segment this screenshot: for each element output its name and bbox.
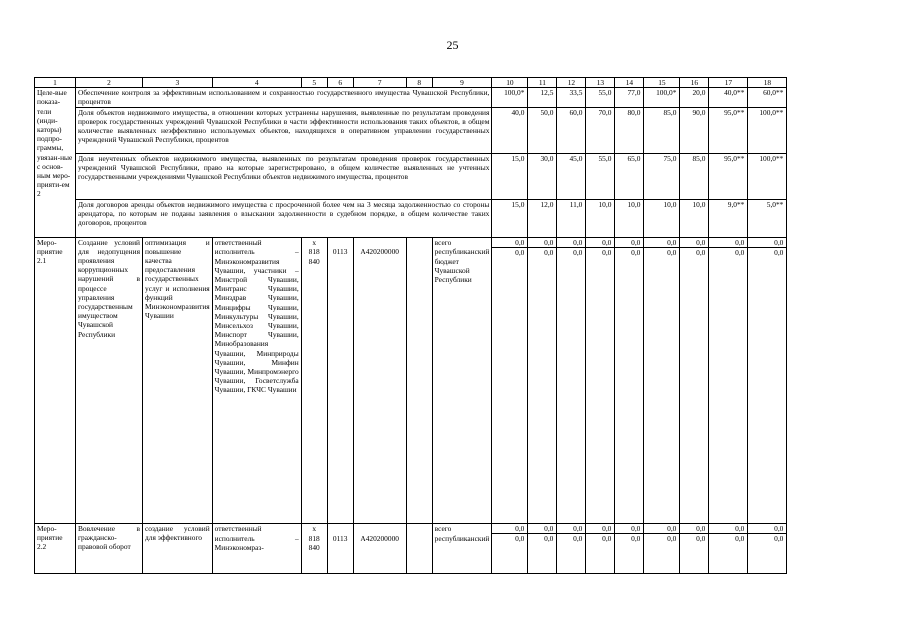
event-row	[35, 237, 787, 247]
targets-label: Целе-вые показа-тели (инди-каторы) подпро-граммы, увязан-ные с основ-ным меро-прияти-ем 2	[35, 88, 76, 237]
event-vr	[406, 237, 432, 247]
indicator-value: 50,0	[528, 107, 557, 153]
indicator-value: 40,0	[492, 107, 528, 153]
event-value: 0,0	[615, 523, 644, 533]
indicator-value: 85,0	[644, 107, 680, 153]
event-source: республиканский	[432, 534, 492, 574]
event-responsible: ответственный	[212, 237, 301, 247]
indicator-value: 85,0	[680, 153, 709, 199]
column-number: 2	[76, 78, 143, 88]
indicator-value: 5,0**	[748, 199, 787, 237]
indicator-value: 45,0	[557, 153, 586, 199]
event-value: 0,0	[644, 237, 680, 247]
event-value: 0,0	[644, 247, 680, 523]
event-value: 0,0	[709, 523, 748, 533]
indicator-value: 80,0	[615, 107, 644, 153]
column-number: 7	[353, 78, 406, 88]
event-value: 0,0	[557, 247, 586, 523]
event-vr	[406, 247, 432, 523]
indicator-row	[35, 199, 787, 237]
event-value: 0,0	[615, 534, 644, 574]
indicator-text: Доля договоров аренды объектов недвижимого имущества с просроченной более чем на 3 месяца задолженностью со стороны арендатора, по которым не поданы заявления о взыскании задолженности в судебном порядке, в общем количестве таких договоров, процентов	[76, 199, 492, 237]
indicator-row	[35, 107, 787, 153]
event-value: 0,0	[680, 247, 709, 523]
event-value: 0,0	[528, 247, 557, 523]
column-number: 4	[212, 78, 301, 88]
indicator-value: 12,0	[528, 199, 557, 237]
event-value: 0,0	[557, 237, 586, 247]
event-csr	[353, 237, 406, 247]
event-value: 0,0	[586, 247, 615, 523]
column-number: 9	[432, 78, 492, 88]
event-value: 0,0	[748, 247, 787, 523]
indicator-value: 10,0	[615, 199, 644, 237]
event-grbs: 818 840	[301, 247, 327, 523]
event-source: республиканский бюджет Чувашской Республики	[432, 247, 492, 523]
program-table	[34, 77, 787, 574]
event-csr: А420200000	[353, 534, 406, 574]
page-number: 25	[446, 38, 459, 52]
event-source: всего	[432, 237, 492, 247]
event-value: 0,0	[709, 237, 748, 247]
event-value: 0,0	[557, 534, 586, 574]
column-number: 12	[557, 78, 586, 88]
event-grbs: x	[301, 523, 327, 533]
event-value: 0,0	[492, 237, 528, 247]
event-rz: 0113	[327, 534, 353, 574]
event-grbs: 818 840	[301, 534, 327, 574]
event-value: 0,0	[586, 523, 615, 533]
event-source: всего	[432, 523, 492, 533]
event-responsible: исполнитель – Минэкономразвития Чувашии, участники – Минстрой Чувашии, Минтранс Чувашии, Минздрав Чувашии, Минцифры Чувашии, Минкультуры Чувашии, Минсельхоз Чувашии, Минспорт Чувашии, Минобразования Чувашии, Минприроды Чувашии, Минфин Чувашии, Минпромэнерго Чувашии, Госветслужба Чувашии, ГКЧС Чувашии	[212, 247, 301, 523]
indicator-text: Обеспечение контроля за эффективным использованием и сохранностью государственного имущества Чувашской Республики, процентов	[76, 88, 492, 107]
indicator-text: Доля объектов недвижимого имущества, в отношении которых устранены нарушения, выявленные по результатам проведения проверок государственных учреждений Чувашской Республики в части эффективности использования таких объектов, в общем количестве выявленных неэффективно используемых объектов, находящихся в оперативном управлении государственных учреждений Чувашской Республики, процентов	[76, 107, 492, 153]
indicator-value: 10,0	[680, 199, 709, 237]
column-number: 14	[615, 78, 644, 88]
column-number: 11	[528, 78, 557, 88]
event-grbs: x	[301, 237, 327, 247]
event-rz: 0113	[327, 247, 353, 523]
event-value: 0,0	[680, 237, 709, 247]
column-number: 10	[492, 78, 528, 88]
event-vr	[406, 523, 432, 533]
event-name: Создание условий для недопущения проявления коррупционных нарушений в процессе управления государственным имуществом Чувашской Республики	[76, 237, 143, 523]
event-value: 0,0	[615, 237, 644, 247]
event-value: 0,0	[492, 523, 528, 533]
indicator-value: 70,0	[586, 107, 615, 153]
event-value: 0,0	[748, 523, 787, 533]
indicator-value: 100,0*	[492, 88, 528, 107]
event-value: 0,0	[492, 247, 528, 523]
indicator-value: 75,0	[644, 153, 680, 199]
indicator-value: 20,0	[680, 88, 709, 107]
event-csr: А420200000	[353, 247, 406, 523]
indicator-value: 60,0**	[748, 88, 787, 107]
indicator-value: 11,0	[557, 199, 586, 237]
event-responsible: ответственный	[212, 523, 301, 533]
indicator-value: 100,0**	[748, 153, 787, 199]
indicator-text: Доля неучтенных объектов недвижимого имущества, выявленных по результатам проведения проверок государственных учреждений Чувашской Республики, право на которые зарегистрировано, в общем количестве выявленных не учтенных государственными учреждениями Чувашской Республики объектов недвижимого имущества, процентов	[76, 153, 492, 199]
event-value: 0,0	[644, 534, 680, 574]
indicator-value: 77,0	[615, 88, 644, 107]
column-number: 1	[35, 78, 76, 88]
event-value: 0,0	[528, 237, 557, 247]
indicator-value: 15,0	[492, 153, 528, 199]
indicator-value: 9,0**	[709, 199, 748, 237]
event-goal: создание условий для эффективного	[143, 523, 213, 573]
event-value: 0,0	[528, 534, 557, 574]
event-value: 0,0	[492, 534, 528, 574]
event-row	[35, 523, 787, 533]
indicator-value: 15,0	[492, 199, 528, 237]
event-csr	[353, 523, 406, 533]
event-rz	[327, 237, 353, 247]
column-number: 3	[143, 78, 213, 88]
event-value: 0,0	[709, 247, 748, 523]
indicator-value: 60,0	[557, 107, 586, 153]
event-value: 0,0	[528, 523, 557, 533]
event-name: Вовлечение в гражданско-правовой оборот	[76, 523, 143, 573]
column-number: 8	[406, 78, 432, 88]
indicator-value: 55,0	[586, 88, 615, 107]
indicator-value: 95,0**	[709, 153, 748, 199]
indicator-value: 10,0	[586, 199, 615, 237]
indicator-value: 90,0	[680, 107, 709, 153]
event-value: 0,0	[644, 523, 680, 533]
event-value: 0,0	[680, 534, 709, 574]
column-number: 15	[644, 78, 680, 88]
header-row	[35, 78, 787, 88]
indicator-value: 33,5	[557, 88, 586, 107]
event-value: 0,0	[709, 534, 748, 574]
event-rz	[327, 523, 353, 533]
indicator-value: 30,0	[528, 153, 557, 199]
indicator-row	[35, 88, 787, 107]
indicator-value: 65,0	[615, 153, 644, 199]
column-number: 18	[748, 78, 787, 88]
column-number: 16	[680, 78, 709, 88]
indicator-value: 95,0**	[709, 107, 748, 153]
event-vr	[406, 534, 432, 574]
event-value: 0,0	[748, 534, 787, 574]
event-value: 0,0	[748, 237, 787, 247]
event-goal: оптимизация и повышение качества предоставления государственных услуг и исполнения функций Минэкономразвития Чувашии	[143, 237, 213, 523]
event-label: Меро-приятие 2.1	[35, 237, 76, 523]
event-value: 0,0	[680, 523, 709, 533]
indicator-value: 100,0*	[644, 88, 680, 107]
indicator-value: 12,5	[528, 88, 557, 107]
event-label: Меро-приятие 2.2	[35, 523, 76, 573]
column-number: 17	[709, 78, 748, 88]
column-number: 6	[327, 78, 353, 88]
column-number: 5	[301, 78, 327, 88]
column-number: 13	[586, 78, 615, 88]
event-value: 0,0	[586, 237, 615, 247]
event-responsible: исполнитель – Минэкономраз-	[212, 534, 301, 574]
indicator-row	[35, 153, 787, 199]
event-value: 0,0	[586, 534, 615, 574]
indicator-value: 55,0	[586, 153, 615, 199]
indicator-value: 10,0	[644, 199, 680, 237]
event-value: 0,0	[615, 247, 644, 523]
indicator-value: 40,0**	[709, 88, 748, 107]
event-value: 0,0	[557, 523, 586, 533]
indicator-value: 100,0**	[748, 107, 787, 153]
